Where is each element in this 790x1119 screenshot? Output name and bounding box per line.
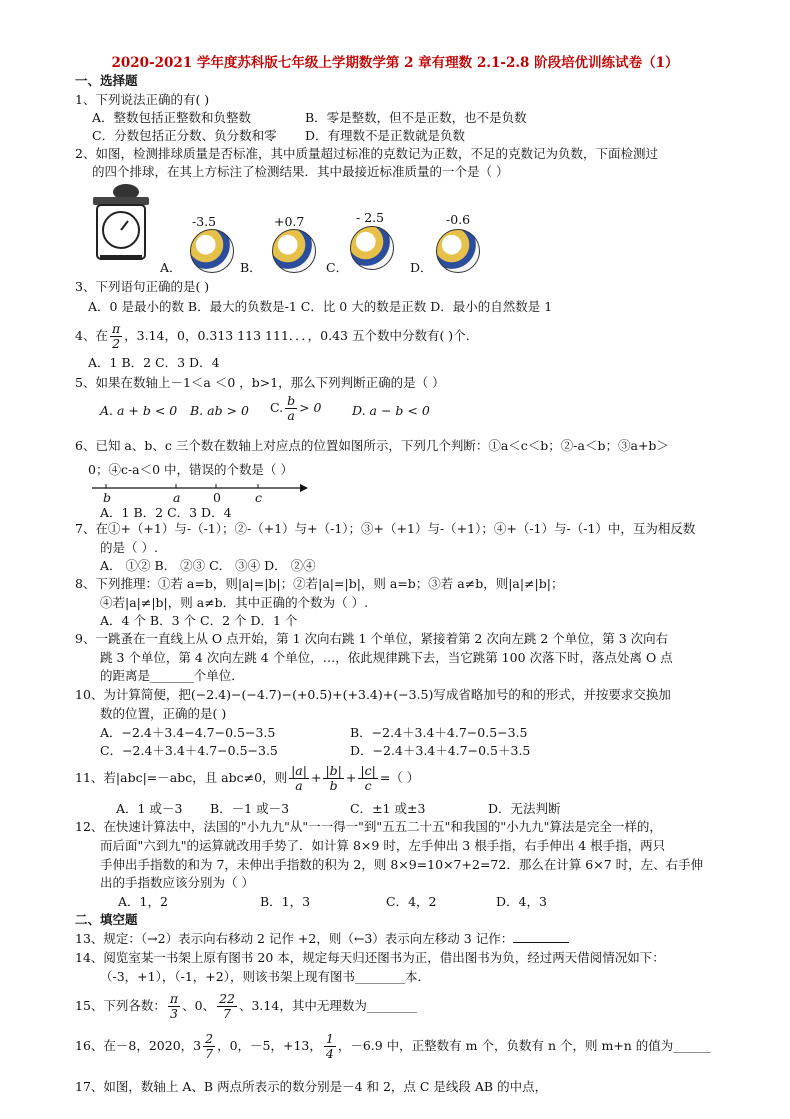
volleyball-a-icon xyxy=(190,229,234,273)
section-fill: 二、填空题 xyxy=(75,912,138,927)
q12-option-c: C．4，2 xyxy=(386,894,437,909)
q12-line3: 手伸出手指数的和为 7，未伸出手指数的积为 2，则 8×9=10×7+2=72．那么在计算 6×7 时，左、右手伸 xyxy=(100,857,704,872)
q8-options: A．4 个 B．3 个 C．2 个 D．1 个 xyxy=(100,613,298,628)
q2-option-a: A． xyxy=(160,260,182,275)
volleyball-d-icon xyxy=(436,229,480,273)
q3-stem: 3、下列语句正确的是( ) xyxy=(75,279,210,294)
q2-option-c: C． xyxy=(326,260,349,275)
q11-option-b: B．－1 或－3 xyxy=(210,801,290,816)
q6-stem-line2: 0；④c-a＜0 中，错误的个数是（ ） xyxy=(88,462,294,477)
ball-label-a: -3.5 xyxy=(192,214,217,229)
answer-blank xyxy=(513,930,569,943)
q12-option-d: D．4，3 xyxy=(496,894,547,909)
q11-option-a: A．1 或－3 xyxy=(116,801,183,816)
q6-options: A．1 B．2 C．3 D．4 xyxy=(100,505,232,520)
q1-option-d: D．有理数不是正数就是负数 xyxy=(305,128,466,143)
axis-label-zero: 0 xyxy=(213,490,221,505)
q10-option-a: A．−2.4＋3.4−4.7−0.5−3.5 xyxy=(100,725,276,740)
q2-option-b: B． xyxy=(240,260,262,275)
q12-line1: 12、在快速计算法中，法国的"小九九"从"一一得一"到"五五二十五"和我国的"小九九"算法是完全一样的， xyxy=(75,819,662,834)
q15-stem: 15、下列各数： $\frac{\pi}{3}$ 、0、 $\frac{22}{7}$ 、3.14，其中无理数为________ xyxy=(75,991,417,1021)
q5-option-c: C. $\frac{b}{a}$ > 0 xyxy=(270,393,322,423)
q7-stem-line2: 的是（ ）. xyxy=(100,540,158,555)
q1-option-b: B．零是整数，但不是正数，也不是负数 xyxy=(305,110,527,125)
section-choice: 一、选择题 xyxy=(75,73,138,88)
q3-options: A．0 是最小的数 B．最大的负数是-1 C．比 0 大的数是正数 D．最小的自然数是 1 xyxy=(88,299,553,314)
axis-label-b: b xyxy=(103,490,112,505)
q1-stem: 1、下列说法正确的有( ) xyxy=(75,92,210,107)
q5-option-d: D. a − b < 0 xyxy=(352,403,430,418)
pi-over-2-fraction: $\frac{\pi}{2}$ xyxy=(111,321,121,351)
axis-label-c: c xyxy=(255,490,263,505)
q11-option-d: D．无法判断 xyxy=(488,801,561,816)
ball-label-c: - 2.5 xyxy=(356,210,385,225)
q9-line1: 9、一跳蚤在一直线上从 O 点开始，第 1 次向右跳 1 个单位，紧接着第 2 次向左跳 2 个单位，第 3 次向右 xyxy=(75,631,669,646)
ball-label-d: -0.6 xyxy=(446,212,471,227)
ball-label-b: +0.7 xyxy=(274,214,305,229)
volleyball-c-icon xyxy=(350,226,394,270)
q16-stem: 16、在－8，2020，3 $\frac{2}{7}$ ，0，－5，+13， $\frac{1}{4}$ ，－6.9 中，正整数有 m 个，负数有 n 个，则 m+n 的值为______ xyxy=(75,1031,711,1061)
scale-illustration xyxy=(90,183,152,263)
q6-stem-line1: 6、已知 a、b、c 三个数在数轴上对应点的位置如图所示，下列几个判断：①a＜c＜b；②-a＜b；③a+b＞ xyxy=(75,438,669,453)
page-title: 2020-2021 学年度苏科版七年级上学期数学第 2 章有理数 2.1-2.8 阶段培优训练试卷（1） xyxy=(111,55,679,71)
q5-stem: 5、如果在数轴上－1＜a ＜0 ，b>1，那么下列判断正确的是（ ） xyxy=(75,375,445,390)
q4-stem: 4、在 $\frac{\pi}{2}$ ，3.14，0，0.313 113 111．．．，0.43 五个数中分数有( )个． xyxy=(75,321,479,351)
q5-option-b: B. ab > 0 xyxy=(190,403,249,418)
q7-options: A． ①② B． ②③ C． ③④ D． ②④ xyxy=(100,558,316,573)
q10-option-c: C．−2.4＋3.4＋4.7−0.5−3.5 xyxy=(100,743,278,758)
q8-stem-line1: 8、下列推理：①若 a=b，则|a|=|b|；②若|a|=|b|，则 a=b；③若 a≠b，则|a|≠|b|； xyxy=(75,576,564,591)
q10-line2: 数的位置，正确的是( ) xyxy=(100,706,227,721)
q5-option-a: A. a + b < 0 xyxy=(100,403,178,418)
q9-line3: 的距离是_______个单位． xyxy=(100,668,244,683)
q12-line2: 而后面"六到九"的运算就改用手势了．如计算 8×9 时，左手伸出 3 根手指，右手伸出 4 根手指，两只 xyxy=(100,838,666,853)
q4-options: A．1 B．2 C．3 D．4 xyxy=(88,355,220,370)
q2-stem-line1: 2、如图，检测排球质量是否标准，其中质量超过标准的克数记为正数，不足的克数记为负数，下面检测过 xyxy=(75,146,658,161)
q1-option-c: C．分数包括正分数、负分数和零 xyxy=(92,128,277,143)
q1-option-a: A．整数包括正整数和负整数 xyxy=(92,110,252,125)
q6-number-line xyxy=(90,478,310,504)
q14-line1: 14、阅览室某一书架上原有图书 20 本，规定每天归还图书为正，借出图书为负，经过两天借阅情况如下： xyxy=(75,950,665,965)
q17-stem: 17、如图，数轴上 A、B 两点所表示的数分别是－4 和 2，点 C 是线段 AB 的中点， xyxy=(75,1079,548,1094)
q7-stem-line1: 7、在①+（+1）与-（-1）；②-（+1）与+（-1）；③+（+1）与-（+1）；④+（-1）与-（-1）中，互为相反数 xyxy=(75,521,696,536)
q9-line2: 跳 3 个单位，第 4 次向左跳 4 个单位，…，依此规律跳下去，当它跳第 100 次落下时，落点处离 O 点 xyxy=(100,650,673,665)
axis-label-a: a xyxy=(173,490,181,505)
q12-option-b: B．1，3 xyxy=(260,894,311,909)
q12-option-a: A．1，2 xyxy=(118,894,168,909)
q10-line1: 10、为计算简便，把(−2.4)−(−4.7)−(+0.5)+(+3.4)+(−3.5)写成省略加号的和的形式，并按要求交换加 xyxy=(75,687,671,702)
q13-stem: 13、规定：（→2）表示向右移动 2 记作 +2，则（←3）表示向左移动 3 记作： xyxy=(75,930,569,948)
q11-stem: 11、若|abc|=－abc，且 abc≠0，则 $\frac{|a|}{a}$ + $\frac{|b|}{b}$ + $\frac{|c|}{c}$ =（ ） xyxy=(75,763,420,793)
q2-stem-line2: 的四个排球，在其上方标注了检测结果．其中最接近标准质量的一个是（ ） xyxy=(92,164,509,179)
q8-stem-line2: ④若|a|≠|b|，则 a≠b．其中正确的个数为（ ）. xyxy=(100,595,369,610)
q12-line4: 出的手指数应该分别为（ ） xyxy=(100,875,254,890)
q11-option-c: C．±1 或±3 xyxy=(350,801,426,816)
volleyball-b-icon xyxy=(272,229,316,273)
q14-line2: （-3，+1），（-1，+2），则该书架上现有图书________本． xyxy=(100,969,430,984)
q2-option-d: D． xyxy=(410,260,433,275)
q10-option-b: B．−2.4＋3.4＋4.7−0.5−3.5 xyxy=(350,725,528,740)
q10-option-d: D．−2.4＋3.4＋4.7−0.5＋3.5 xyxy=(350,743,531,758)
